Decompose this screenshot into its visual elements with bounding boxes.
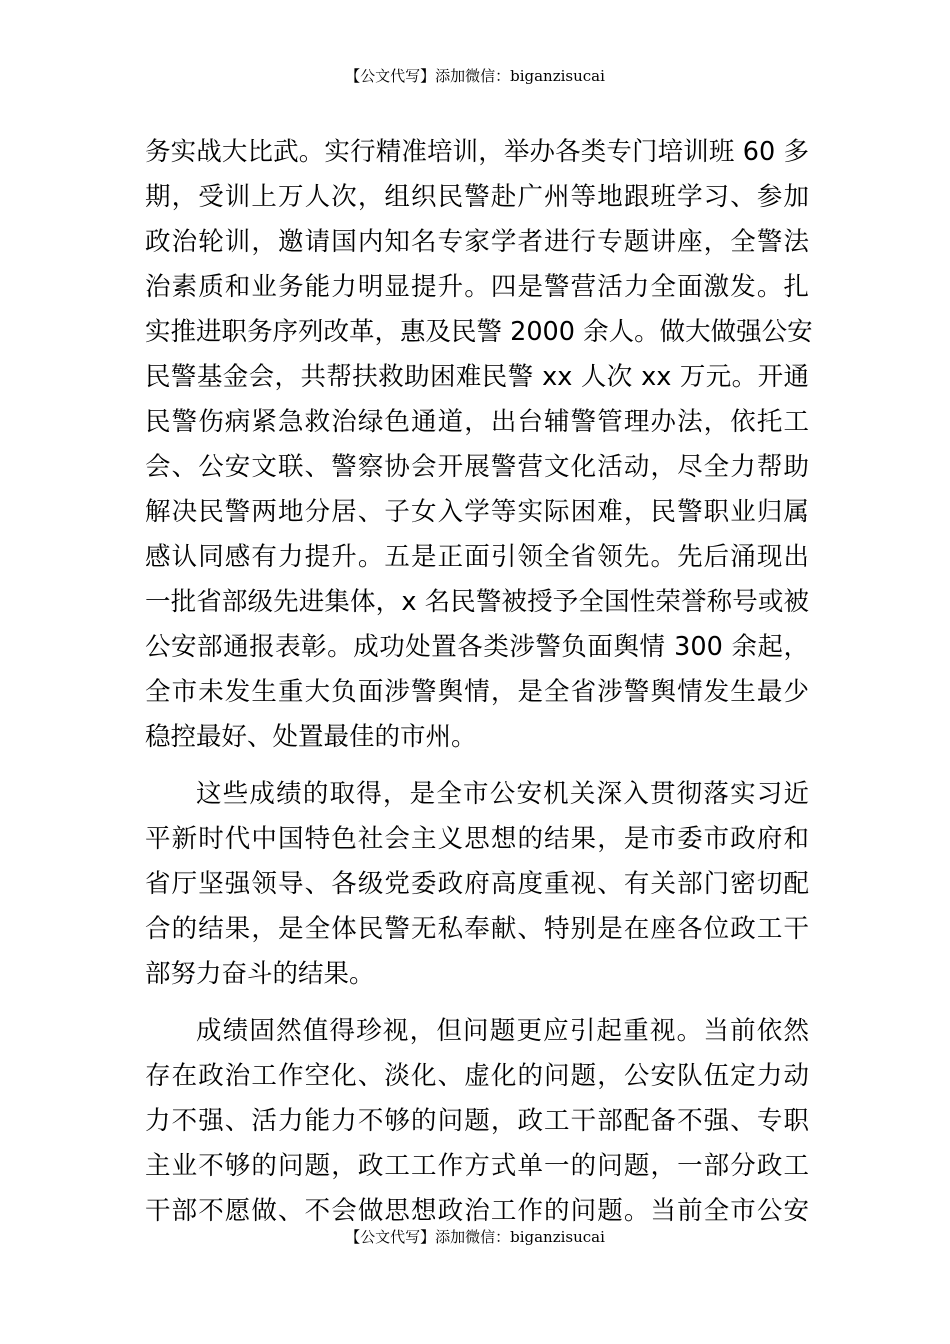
text-line: 干部不愿做、不会做思想政治工作的问题。当前全市公安: [145, 1196, 809, 1226]
page-footer-watermark: 【公文代写】添加微信：biganzisucai: [345, 1228, 605, 1246]
text-line: 这些成绩的取得，是全市公安机关深入贯彻落实习近: [196, 779, 809, 809]
paragraph-achievements: [145, 130, 813, 760]
text-line: 省厅坚强领导、各级党委政府高度重视、有关部门密切配: [145, 869, 809, 899]
text-line: 主业不够的问题，政工工作方式单一的问题，一部分政工: [145, 1151, 809, 1181]
text-line: 民警基金会，共帮扶救助困难民警 xx 人次 xx 万元。开通: [145, 362, 809, 392]
page-header-watermark: 【公文代写】添加微信：biganzisucai: [345, 67, 605, 85]
text-line: 稳控最好、处置最佳的市州。: [145, 722, 477, 752]
document-body: [145, 130, 813, 1234]
text-line: 一批省部级先进集体，x 名民警被授予全国性荣誉称号或被: [145, 587, 809, 617]
text-line: 民警伤病紧急救治绿色通道，出台辅警管理办法，依托工: [145, 407, 809, 437]
paragraph-problems: [145, 1009, 809, 1234]
text-line: 治素质和业务能力明显提升。四是警营活力全面激发。扎: [145, 272, 809, 302]
text-line: 公安部通报表彰。成功处置各类涉警负面舆情 300 余起，: [145, 632, 809, 662]
text-line: 成绩固然值得珍视，但问题更应引起重视。当前依然: [196, 1016, 809, 1046]
text-line: 合的结果，是全体民警无私奉献、特别是在座各位政工干: [145, 914, 809, 944]
text-line: 存在政治工作空化、淡化、虚化的问题，公安队伍定力动: [145, 1061, 809, 1091]
text-line: 期，受训上万人次，组织民警赴广州等地跟班学习、参加: [145, 182, 809, 212]
text-line: 政治轮训，邀请国内知名专家学者进行专题讲座，全警法: [145, 227, 809, 257]
text-line: 力不强、活力能力不够的问题，政工干部配备不强、专职: [145, 1106, 809, 1136]
text-line: 会、公安文联、警察协会开展警营文化活动，尽全力帮助: [145, 452, 809, 482]
text-line: 务实战大比武。实行精准培训，举办各类专门培训班 60 多: [145, 137, 809, 167]
text-line: 实推进职务序列改革，惠及民警 2000 余人。做大做强公安: [145, 317, 813, 347]
text-line: 解决民警两地分居、子女入学等实际困难，民警职业归属: [145, 497, 809, 527]
text-line: 部努力奋斗的结果。: [145, 959, 375, 989]
text-line: 感认同感有力提升。五是正面引领全省领先。先后涌现出: [145, 542, 809, 572]
paragraph-reasons: [145, 772, 809, 997]
text-line: 全市未发生重大负面涉警舆情，是全省涉警舆情发生最少: [145, 677, 809, 707]
text-line: 平新时代中国特色社会主义思想的结果，是市委市政府和: [145, 824, 809, 854]
